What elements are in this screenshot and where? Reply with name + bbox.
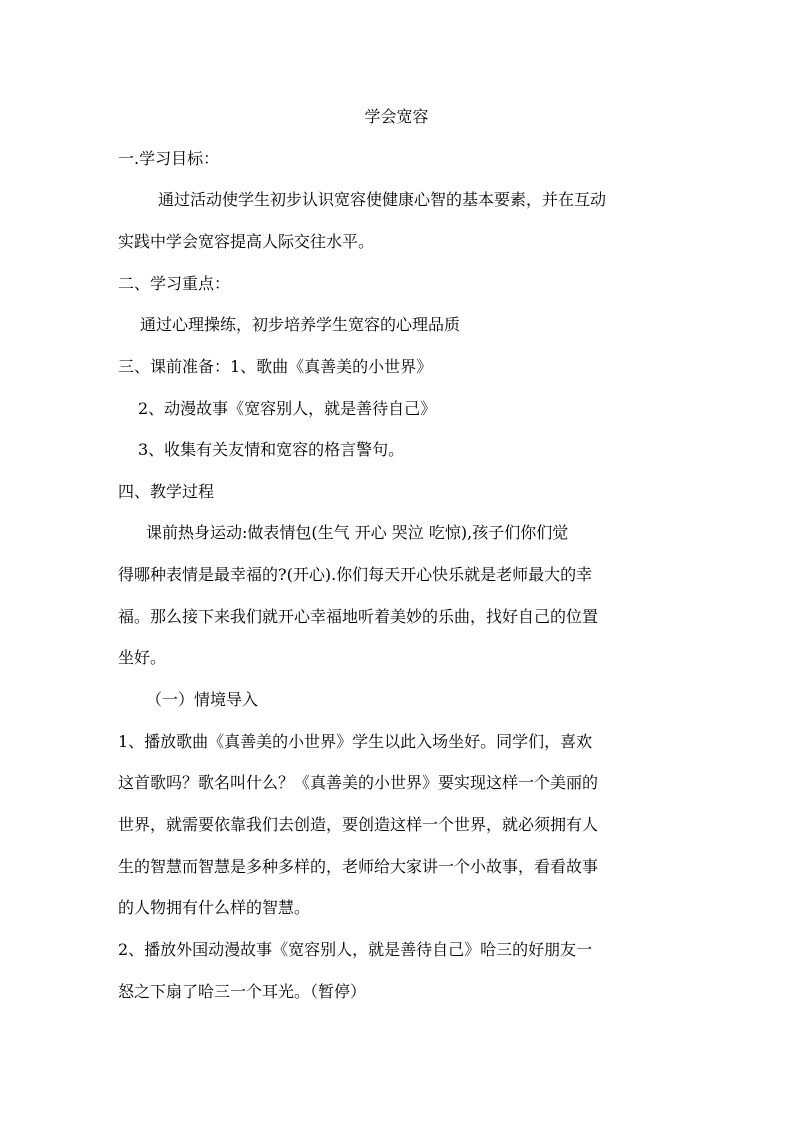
paragraph-line: 的人物拥有什么样的智慧。 [118, 898, 311, 917]
paragraph-line: 2、播放外国动漫故事《宽容别人，就是善待自己》哈三的好朋友一 [118, 940, 593, 959]
paragraph-line: 通过心理操练，初步培养学生宽容的心理品质 [140, 315, 461, 334]
paragraph-line: 世界，就需要依靠我们去创造，要创造这样一个世界，就必须拥有人 [118, 815, 599, 834]
paragraph-line: 坐好。 [118, 648, 167, 667]
paragraph-line: 课前热身运动:做表情包(生气 开心 哭泣 吃惊),孩子们你们觉 [146, 523, 569, 542]
heading-learning-goals: 一.学习目标： [118, 149, 220, 168]
paragraph-line: 实践中学会宽容提高人际交往水平。 [118, 232, 375, 251]
paragraph-line: 福。那么接下来我们就开心幸福地听着美妙的乐曲，找好自己的位置 [118, 607, 599, 626]
list-item: 3、收集有关友情和宽容的格言警句。 [138, 440, 405, 459]
heading-key-points: 二、学习重点： [118, 274, 231, 293]
paragraph-line: 1、播放歌曲《真善美的小世界》学生以此入场坐好。同学们，喜欢 [118, 732, 593, 751]
paragraph-line: 得哪种表情是最幸福的?(开心).你们每天开心快乐就是老师最大的幸 [118, 565, 593, 584]
paragraph-line: 怒之下扇了哈三一个耳光。（暂停） [118, 982, 367, 1001]
paragraph-line: 通过活动使学生初步认识宽容使健康心智的基本要素，并在互动 [158, 190, 607, 209]
document-title: 学会宽容 [364, 107, 429, 126]
list-item: 2、动漫故事《宽容别人，就是善待自己》 [138, 399, 437, 418]
heading-teaching-process: 四、教学过程 [118, 482, 215, 501]
heading-preparation: 三、课前准备：1、歌曲《真善美的小世界》 [118, 357, 433, 376]
subheading-scenario-intro: （一）情境导入 [146, 690, 259, 709]
paragraph-line: 生的智慧而智慧是多种多样的，老师给大家讲一个小故事，看看故事 [118, 857, 599, 876]
paragraph-line: 这首歌吗？歌名叫什么？《真善美的小世界》要实现这样一个美丽的 [118, 773, 599, 792]
